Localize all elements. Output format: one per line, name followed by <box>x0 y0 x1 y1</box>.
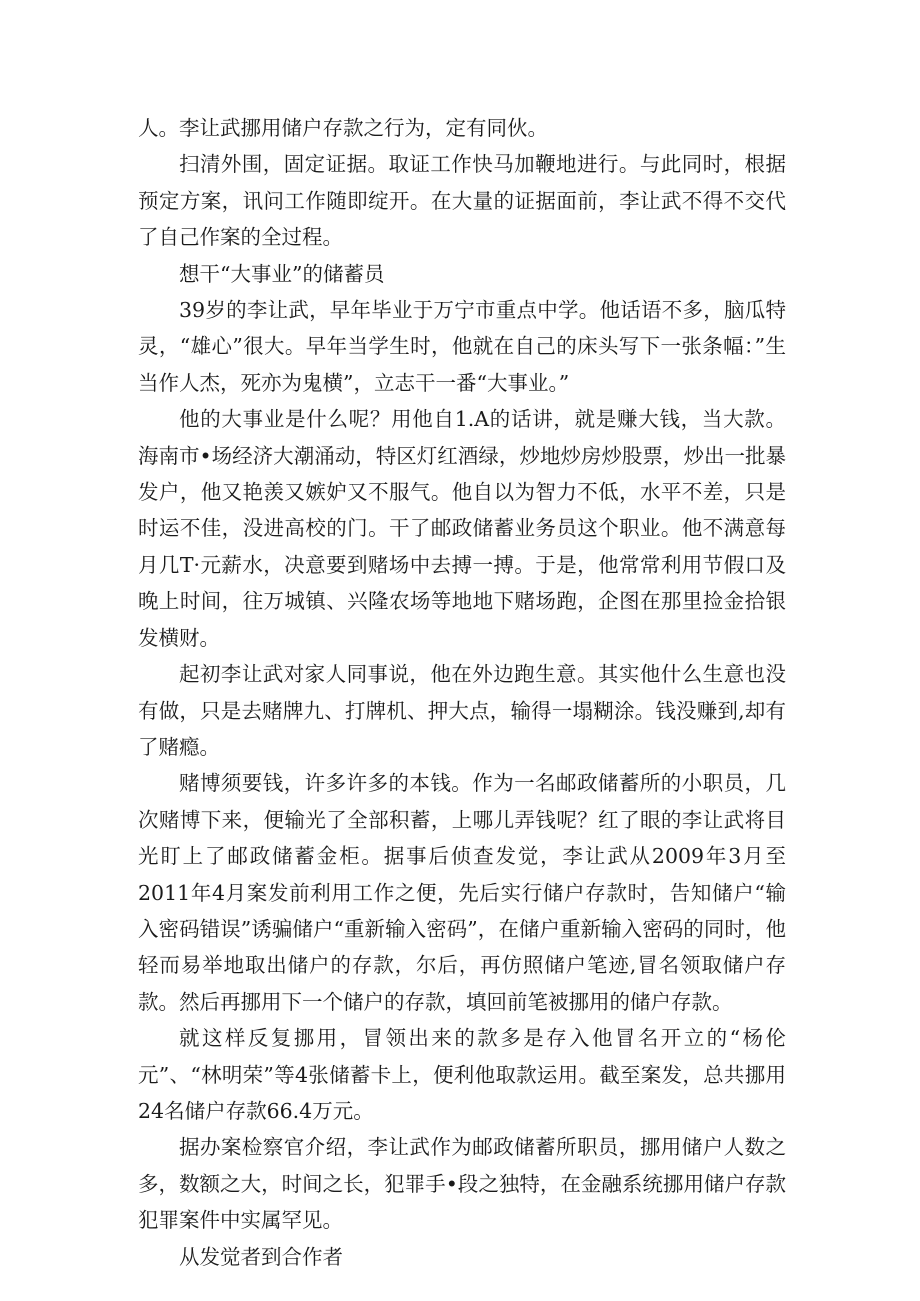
paragraph-repeated-misuse: 就这样反复挪用，冒领出来的款多是存入他冒名开立的“杨伦元”、“林明荣”等4张储蓄卡上，便利他取款运用。截至案发，总共挪用24名储户存款66.4万元。 <box>138 1026 786 1123</box>
section-heading-ambition: 想干“大事业”的储蓄员 <box>179 261 385 286</box>
paragraph-continuation: 人。李让武挪用储户存款之行为，定有同伙。 <box>138 116 548 140</box>
paragraph-prosecutor: 据办案检察官介绍，李让武作为邮政储蓄所职员，挪用储户人数之多，数额之大，时间之长，犯罪手•段之独特，在金融系统挪用储户存款犯罪案件中实属罕见。 <box>138 1135 786 1233</box>
section-heading-collaborator: 从发觉者到合作者 <box>179 1244 343 1269</box>
paragraph-gambling: 起初李让武对家人同事说，他在外边跑生意。其实他什么生意也没有做，只是去赌牌九、打牌机、押大点，输得一塌糊涂。钱没赚到,却有了赌瘾。 <box>138 662 786 759</box>
paragraph-career: 他的大事业是什么呢？用他自1.A的话讲，就是赚大钱，当大款。海南市•场经济大潮涌动，特区灯红酒绿，炒地炒房炒股票，炒出一批暴发户，他又艳羡又嫉妒又不服气。他自以为智力不低，水平不差，只是时运不佳，没进高校的门。干了邮政储蓄业务员这个职业。他不满意每月几T·元薪水，决意要到赌场中去搏一搏。于是，他常常利用节假口及晚上时间，往万城镇、兴隆农场等地地下赌场跑，企图在那里捡金拾银发横财。 <box>138 407 786 650</box>
document-body <box>138 110 786 1275</box>
paragraph-embezzlement: 赌博须要钱，许多许多的本钱。作为一名邮政储蓄所的小职员，几次赌博下来，便输光了全部积蓄，上哪儿弄钱呢？红了眼的李让武将目光盯上了邮政储蓄金柜。据事后侦查发觉，李让武从2009年3月至2011年4月案发前利用工作之便，先后实行储户存款时，告知储户“输入密码错误”诱骗储户“重新输入密码”，在储户重新输入密码的同时，他轻而易举地取出储户的存款，尔后，再仿照储户笔迹,冒名领取储户存款。然后再挪用下一个储户的存款，填回前笔被挪用的储户存款。 <box>138 771 786 1014</box>
paragraph-background: 39岁的李让武，早年毕业于万宁市重点中学。他话语不多，脑瓜特灵，“雄心”很大。早年当学生时，他就在自己的床头写下一张条幅：”生当作人杰，死亦为鬼横”，立志干一番“大事业。” <box>138 298 786 395</box>
paragraph-evidence: 扫清外围，固定证据。取证工作快马加鞭地进行。与此同时，根据预定方案，讯问工作随即绽开。在大量的证据面前，李让武不得不交代了自己作案的全过程。 <box>138 152 786 250</box>
